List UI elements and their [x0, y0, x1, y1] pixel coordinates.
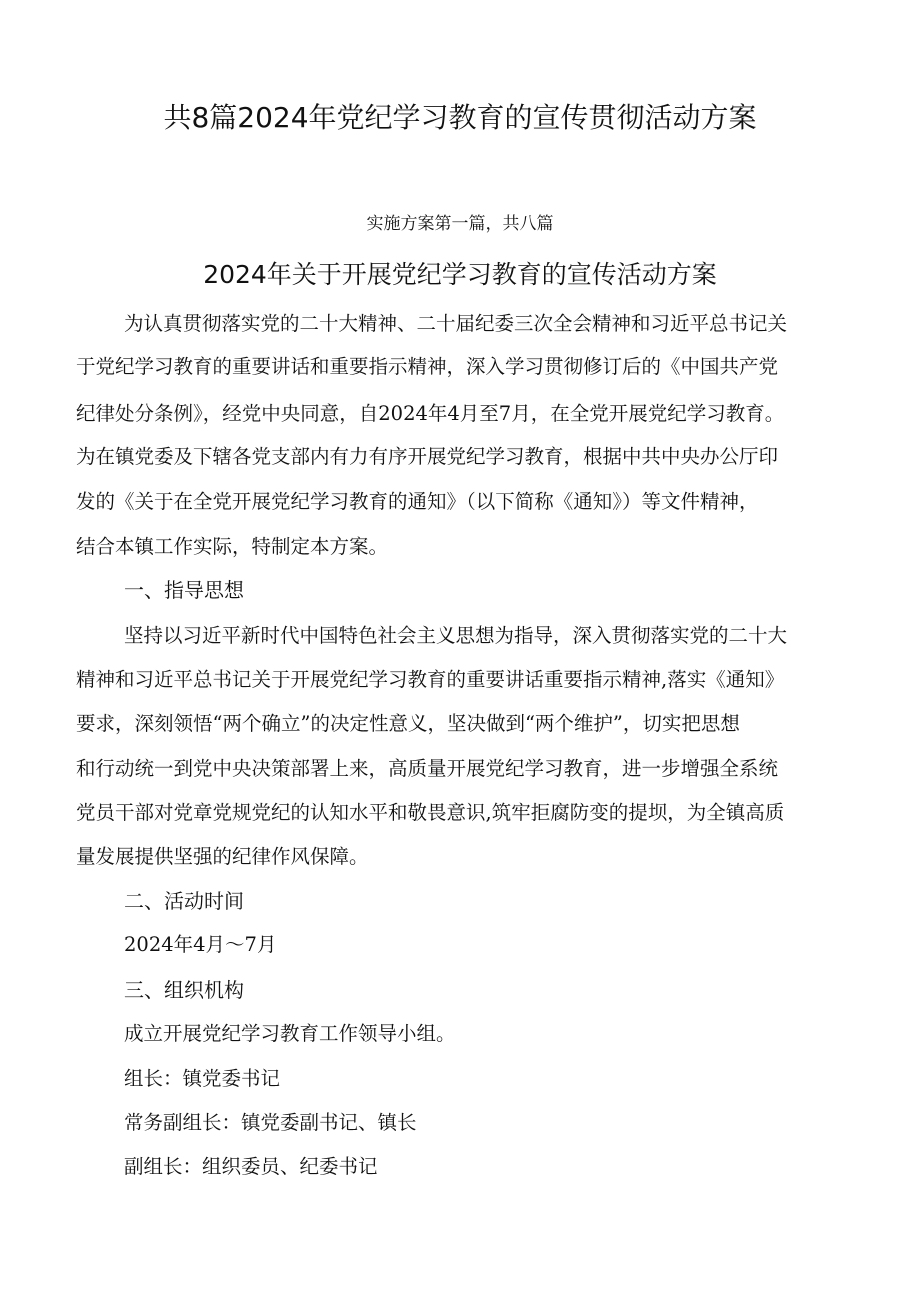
document-title: 2024年关于开展党纪学习教育的宣传活动方案 — [203, 260, 717, 289]
section1-line: 坚持以习近平新时代中国特色社会主义思想为指导，深入贯彻落实党的二十大 — [124, 624, 788, 647]
intro-line: 发的《关于在全党开展党纪学习教育的通知》（以下简称《通知》）等文件精神， — [76, 490, 759, 513]
section-heading: 二、活动时间 — [124, 889, 244, 913]
section1-line: 精神和习近平总书记关于开展党纪学习教育的重要讲话重要指示精神,落实《通知》 — [76, 668, 785, 691]
section3-line: 常务副组长：镇党委副书记、镇长 — [124, 1111, 417, 1134]
section2-text: 2024年4月～7月 — [124, 933, 277, 956]
section1-line: 党员干部对党章党规党纪的认知水平和敬畏意识,筑牢拒腐防变的提坝，为全镇高质 — [76, 801, 785, 824]
main-title: 共8篇2024年党纪学习教育的宣传贯彻活动方案 — [163, 101, 757, 134]
section-heading: 三、组织机构 — [124, 978, 244, 1002]
section1-line: 量发展提供坚强的纪律作风保障。 — [76, 845, 369, 868]
section1-line: 和行动统一到党中央决策部署上来，高质量开展党纪学习教育，进一步增强全系统 — [76, 757, 779, 780]
intro-line: 为认真贯彻落实党的二十大精神、二十届纪委三次全会精神和习近平总书记关 — [124, 312, 788, 335]
section3-line: 成立开展党纪学习教育工作领导小组。 — [124, 1022, 456, 1045]
section-heading: 一、指导思想 — [124, 578, 244, 602]
intro-line: 于党纪学习教育的重要讲话和重要指示精神，深入学习贯彻修订后的《中国共产党 — [76, 355, 779, 378]
section3-line: 组长：镇党委书记 — [124, 1067, 281, 1090]
section1-line: 要求，深刻领悟“两个确立”的决定性意义，坚决做到“两个维护”，切实把思想 — [76, 712, 740, 735]
intro-line: 为在镇党委及下辖各党支部内有力有序开展党纪学习教育，根据中共中央办公厅印 — [76, 445, 779, 468]
series-label: 实施方案第一篇，共八篇 — [366, 214, 554, 234]
intro-line: 纪律处分条例》，经党中央同意，自2024年4月至7月，在全党开展党纪学习教育。 — [76, 402, 785, 425]
intro-line: 结合本镇工作实际，特制定本方案。 — [76, 535, 389, 558]
section3-line: 副组长：组织委员、纪委书记 — [124, 1155, 378, 1178]
